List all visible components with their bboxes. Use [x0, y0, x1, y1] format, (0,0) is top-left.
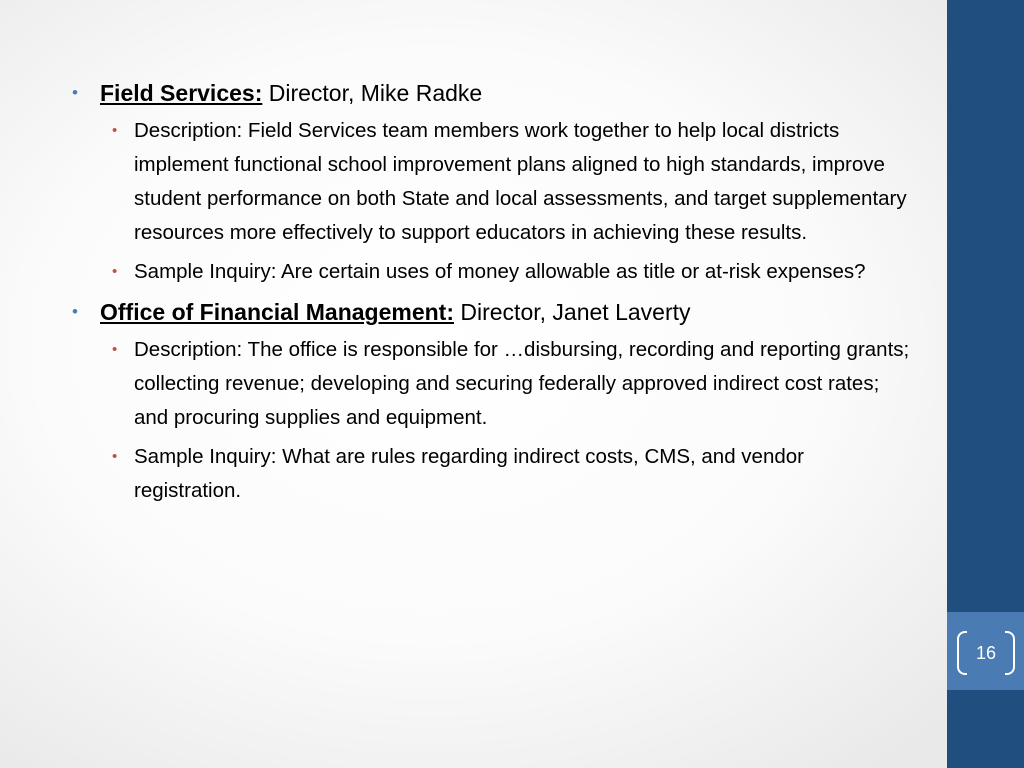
bullet-icon: •: [112, 448, 118, 465]
list-item-text: Description: Field Services team members work together to help local districts implement functional school improvement plans aligned to high standards, improve student performance on both State and local assessments, and target supplementary resources more effectively to support educators in achieving these results.: [134, 119, 907, 244]
page-number: 16: [975, 643, 997, 663]
section-director: Director, Mike Radke: [268, 80, 483, 106]
list-item-text: Description: The office is responsible for …disbursing, recording and reporting grants; collecting revenue; developing and securing federally approved indirect cost rates; and procuring supplies and equipment.: [134, 338, 910, 429]
slide-body: [72, 76, 912, 514]
section-heading: Field Services:: [100, 80, 263, 106]
list-item: [72, 114, 912, 250]
bullet-icon: •: [112, 122, 118, 139]
sub-list: [72, 114, 912, 289]
list-item: [72, 255, 912, 289]
page-number-box: [947, 612, 1024, 690]
page-number-frame: [957, 631, 1015, 675]
list-item-text: Sample Inquiry: What are rules regarding indirect costs, CMS, and vendor registration.: [134, 445, 804, 502]
bullet-icon: •: [72, 83, 78, 102]
section-director: Director, Janet Laverty: [460, 299, 691, 325]
section-financial-management: [72, 295, 912, 329]
bullet-icon: •: [112, 263, 118, 280]
list-item: [72, 333, 912, 435]
list-item: [72, 440, 912, 508]
section-heading: Office of Financial Management:: [100, 299, 454, 325]
sub-list: [72, 333, 912, 508]
section-field-services: [72, 76, 912, 110]
bullet-icon: •: [112, 341, 118, 358]
bullet-icon: •: [72, 302, 78, 321]
list-item-text: Sample Inquiry: Are certain uses of money allowable as title or at-risk expenses?: [134, 260, 866, 283]
